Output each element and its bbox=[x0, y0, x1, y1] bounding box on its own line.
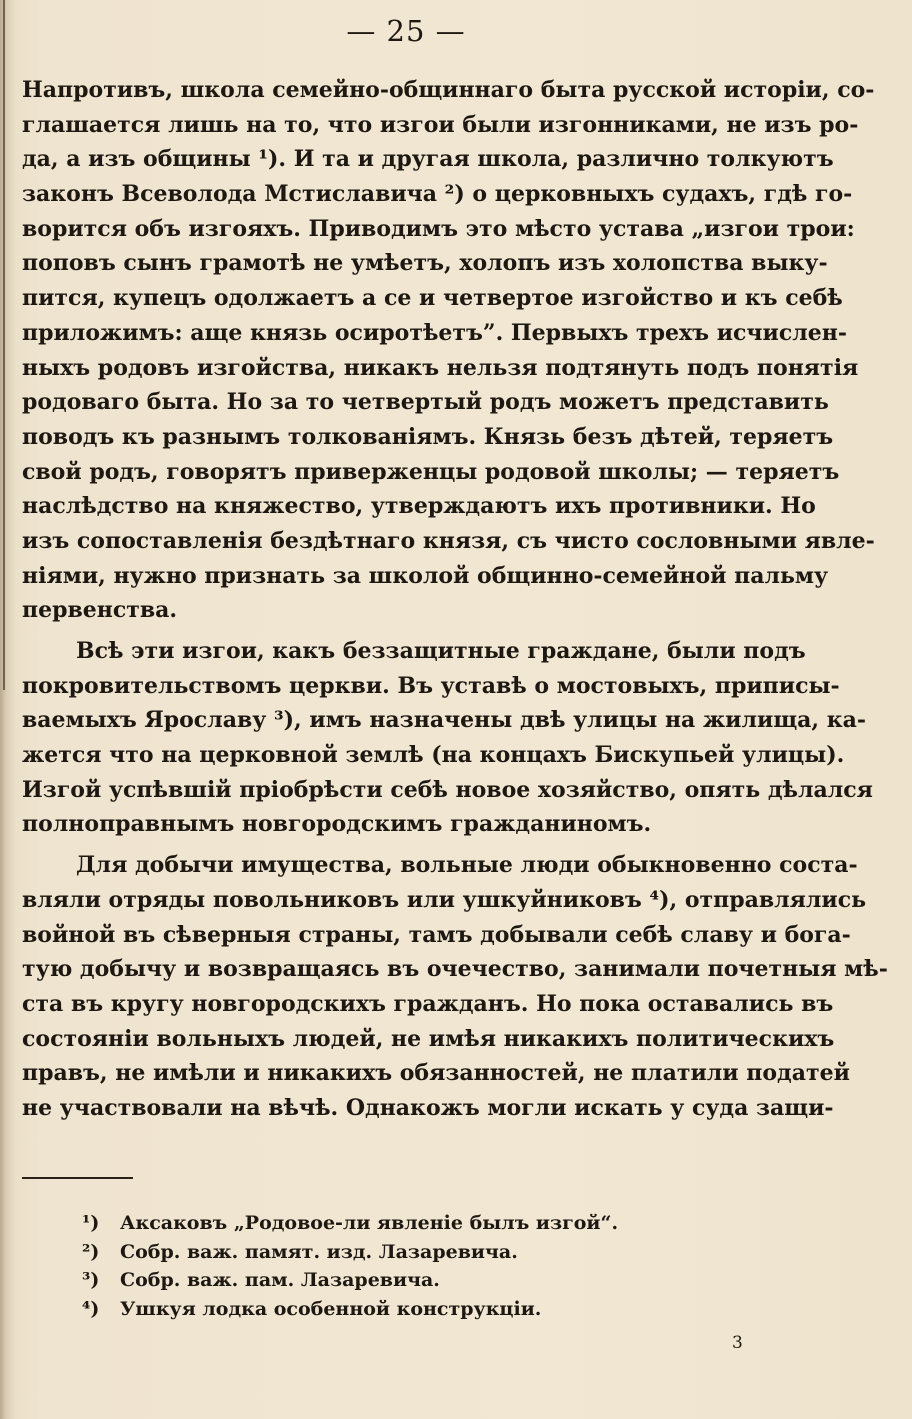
paragraph-3 bbox=[22, 848, 888, 1126]
text-line: жется что на церковной землѣ (на концахъ Бискупьей улицы). bbox=[22, 742, 845, 769]
text-line: Изгой успѣвшій пріобрѣсти себѣ новое хозяйство, опять дѣлался bbox=[22, 776, 873, 803]
paragraph-2 bbox=[22, 634, 873, 842]
footnote-mark: ³) bbox=[82, 1269, 100, 1291]
text-line: да, а изъ общины ¹). И та и другая школа, различно толкуютъ bbox=[22, 146, 834, 173]
footnote-text: Аксаковъ „Родовое-ли явленіе былъ изгой“. bbox=[120, 1212, 619, 1234]
text-line: пится, купецъ одолжаетъ а се и четвертое изгойство и къ себѣ bbox=[22, 285, 843, 312]
text-line: глашается лишь на то, что изгои были изгонниками, не изъ ро- bbox=[22, 111, 859, 138]
footnote-text: Собр. важ. пам. Лазаревича. bbox=[120, 1269, 440, 1291]
text-line: изъ сопоставленія бездѣтнаго князя, съ чисто сословными явле- bbox=[22, 527, 875, 554]
paragraph-1 bbox=[22, 73, 875, 628]
text-line: состояніи вольныхъ людей, не имѣя никакихъ политическихъ bbox=[22, 1025, 835, 1052]
text-line: ніями, нужно признать за школой общинно-семейной пальму bbox=[22, 562, 829, 589]
body-text bbox=[22, 73, 888, 1126]
text-line: вляли отряды повольниковъ или ушкуйниковъ ⁴), отправлялись bbox=[22, 886, 867, 913]
text-line: наслѣдство на княжество, утверждаютъ ихъ противники. Но bbox=[22, 493, 816, 520]
text-line: поповъ сынъ грамотѣ не умѣетъ, холопъ изъ холопства выку- bbox=[22, 250, 828, 277]
text-line: покровительствомъ церкви. Въ уставѣ о мостовыхъ, приписы- bbox=[22, 672, 840, 699]
text-line: Всѣ эти изгои, какъ беззащитные граждане, были подъ bbox=[76, 638, 806, 664]
text-line: ста въ кругу новгородскихъ гражданъ. Но пока оставались въ bbox=[22, 990, 834, 1017]
text-line: Напротивъ, школа семейно-общиннаго быта русской исторіи, со- bbox=[22, 77, 875, 103]
text-line: ворится объ изгояхъ. Приводимъ это мѣсто устава „изгои трои: bbox=[22, 215, 855, 242]
footnote-mark: ¹) bbox=[82, 1212, 100, 1234]
text-line: тую добычу и возвращаясь въ очечество, занимали почетныя мѣ- bbox=[22, 956, 888, 983]
footnote-1 bbox=[82, 1209, 682, 1238]
footnote-text: Ушкуя лодка особенной конструкціи. bbox=[120, 1297, 542, 1320]
footnote-mark: ²) bbox=[82, 1240, 100, 1263]
text-line: войной въ сѣверныя страны, тамъ добывали себѣ славу и бога- bbox=[22, 921, 851, 948]
footnote-text: Собр. важ. памят. изд. Лазаревича. bbox=[120, 1240, 518, 1263]
page-number: — 25 — bbox=[346, 14, 466, 48]
text-line: не участвовали на вѣчѣ. Однакожъ могли искать у суда защи- bbox=[22, 1094, 834, 1121]
text-line: ныхъ родовъ изгойства, никакъ нельзя подтянуть подъ понятія bbox=[22, 354, 859, 381]
footnotes bbox=[82, 1209, 682, 1323]
signature-mark: 3 bbox=[732, 1333, 743, 1353]
text-line: ваемыхъ Ярославу ³), имъ назначены двѣ улицы на жилища, ка- bbox=[22, 707, 866, 734]
text-line: свой родъ, говорятъ приверженцы родовой школы; — теряетъ bbox=[22, 458, 840, 485]
footnote-4 bbox=[82, 1295, 682, 1324]
text-line: родоваго быта. Но за то четвертый родъ можетъ представить bbox=[22, 389, 829, 416]
text-line: полноправнымъ новгородскимъ гражданиномъ. bbox=[22, 811, 652, 838]
text-line: первенства. bbox=[22, 597, 178, 624]
text-line: поводъ къ разнымъ толкованіямъ. Князь безъ дѣтей, теряетъ bbox=[22, 423, 834, 450]
text-line: законъ Всеволода Мстиславича ²) о церковныхъ судахъ, гдѣ го- bbox=[22, 181, 853, 208]
footnote-3 bbox=[82, 1266, 682, 1295]
text-line: приложимъ: аще князь осиротѣетъ”. Первыхъ трехъ исчислен- bbox=[22, 319, 847, 346]
footnote-separator bbox=[22, 1177, 133, 1179]
text-line: правъ, не имѣли и никакихъ обязанностей, не платили податей bbox=[22, 1060, 850, 1087]
footnote-mark: ⁴) bbox=[82, 1297, 100, 1320]
binding-edge-line bbox=[3, 0, 5, 690]
text-line: Для добычи имущества, вольные люди обыкновенно соста- bbox=[76, 852, 858, 879]
footnote-2 bbox=[82, 1238, 682, 1267]
